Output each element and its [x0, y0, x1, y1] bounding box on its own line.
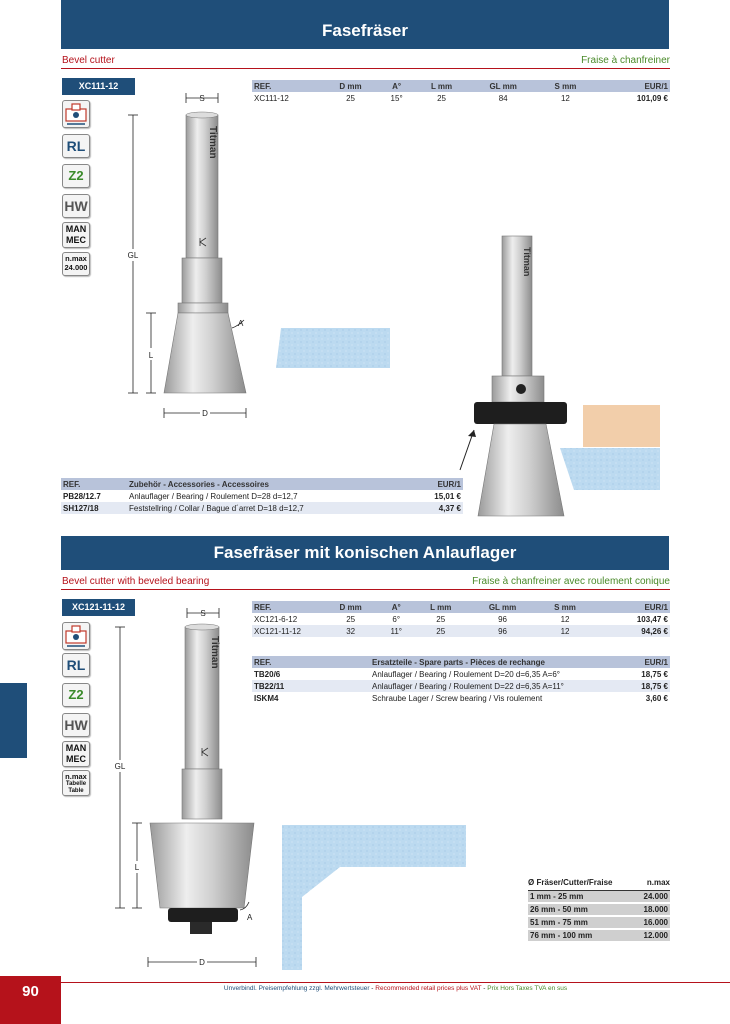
cell-description: Anlauflager / Bearing / Roulement D=22 d=6,35 A=11°: [370, 680, 629, 692]
side-tab-marker: [0, 683, 27, 758]
dim-gl-label: GL: [114, 762, 126, 771]
cell-ref: XC121-11-12: [252, 625, 322, 637]
section1-subtitle-fr: Fraise à chanfreiner: [581, 55, 670, 66]
table-row: [61, 490, 463, 502]
cell-nmax: 12.000: [634, 929, 670, 942]
section2-product-tag: XC121-11-12: [62, 599, 135, 616]
spec-header-row: [252, 80, 670, 92]
section1-accessories-table: [61, 478, 463, 514]
table-row: [61, 502, 463, 514]
section1-divider: [61, 68, 670, 69]
cell-ref: XC111-12: [254, 93, 289, 103]
nmax-label: n.max: [65, 772, 87, 781]
parts-header-row: [252, 656, 670, 668]
cell-gl: 84: [498, 93, 508, 103]
dim-d-label: D: [199, 958, 205, 967]
rotation-direction-icon: [62, 622, 90, 650]
hw-icon: HW: [62, 194, 90, 218]
cell-d: 25: [346, 614, 356, 624]
section2-icons: [62, 622, 92, 796]
cell-description: Anlauflager / Bearing / Roulement D=28 d=12,7: [129, 491, 298, 501]
cell-description: Schraube Lager / Screw bearing / Vis roulement: [372, 693, 543, 703]
cell-price: 103,47 €: [636, 614, 668, 624]
man-mec-icon: [62, 222, 90, 248]
cell-diameter: 76 mm - 100 mm: [528, 929, 634, 942]
cell-price: 3,60 €: [645, 693, 668, 703]
mec-label: MEC: [66, 235, 86, 245]
section2-banner: [61, 536, 669, 570]
cell-description: Anlauflager / Bearing / Roulement D=20 d=6,35 A=6°: [372, 669, 560, 679]
col-eur: EUR/1: [593, 601, 670, 613]
man-label: MAN: [65, 224, 87, 234]
section1-subtitle-en: Bevel cutter: [62, 55, 115, 66]
dim-l-label: L: [134, 863, 140, 872]
col-description: Ersatzteile - Spare parts - Pièces de rechange: [370, 656, 629, 668]
col-gl: GL mm: [468, 601, 537, 613]
table-row: [528, 916, 670, 929]
col-l: L mm: [414, 80, 469, 92]
cell-diameter: 51 mm - 75 mm: [528, 916, 634, 929]
man-label: MAN: [65, 743, 87, 753]
section2-title: Fasefräser mit konischen Anlauflager: [213, 543, 517, 562]
cell-s: 12: [560, 93, 570, 103]
table-row: [528, 903, 670, 916]
col-gl: GL mm: [469, 80, 537, 92]
section2-divider: [61, 589, 670, 590]
section2-cutter-drawing: [108, 604, 268, 974]
cell-ref: SH127/18: [61, 502, 127, 514]
cell-price: 94,26 €: [593, 625, 670, 637]
accessories-header-row: [61, 478, 463, 490]
cell-a: 6°: [392, 614, 401, 624]
cell-l: 25: [437, 93, 446, 103]
cell-a: 11°: [379, 625, 413, 637]
nmax-sub1: Tabelle: [65, 781, 87, 787]
brand-logo: Titman: [207, 126, 218, 159]
cell-s: 12: [537, 625, 593, 637]
footer-divider: [61, 982, 730, 983]
page-number-box: [0, 976, 61, 1024]
nmax-header-row: [528, 876, 670, 890]
footer-note-en: Recommended retail prices plus VAT: [375, 985, 482, 992]
col-ref: REF.: [252, 80, 322, 92]
col-ref: REF.: [252, 656, 370, 668]
cell-s: 12: [560, 614, 570, 624]
rotation-direction-icon: [62, 100, 90, 128]
col-eur: EUR/1: [414, 478, 463, 490]
cell-l: 25: [436, 614, 446, 624]
cell-price: 4,37 €: [414, 502, 463, 514]
col-d: D mm: [322, 601, 379, 613]
section2-subtitle-fr: Fraise à chanfreiner avec roulement conique: [472, 576, 670, 587]
table-row: [252, 680, 670, 692]
hw-icon: HW: [62, 713, 90, 737]
rl-icon: RL: [62, 134, 90, 158]
cell-ref: TB20/6: [254, 669, 281, 679]
section2-spec-table: [252, 601, 670, 637]
section1-banner: [61, 0, 669, 49]
col-d: D mm: [322, 80, 379, 92]
man-mec-icon: [62, 741, 90, 767]
footer-sep: -: [481, 985, 488, 992]
dim-l-label: L: [148, 351, 154, 360]
section1-application-diagram: [450, 230, 665, 520]
table-row: [528, 929, 670, 942]
section1-product-tag: XC111-12: [62, 78, 135, 95]
col-diameter: Ø Fräser/Cutter/Fraise: [528, 876, 634, 890]
col-description: Zubehör - Accessories - Accessoires: [127, 478, 414, 490]
brand-logo: Titman: [522, 247, 532, 277]
nmax-label: n.max: [65, 254, 87, 263]
col-ref: REF.: [61, 478, 127, 490]
cell-l: 25: [413, 625, 468, 637]
z2-icon: Z2: [62, 164, 90, 188]
cell-ref: TB22/11: [252, 680, 370, 692]
section1-cutter-drawing: [120, 88, 260, 418]
cell-diameter: 1 mm - 25 mm: [528, 890, 634, 903]
cell-gl: 96: [468, 625, 537, 637]
mec-label: MEC: [66, 754, 86, 764]
page-number: 90: [22, 983, 39, 1000]
section1-title: Fasefräser: [321, 21, 408, 40]
footer-sep: -: [369, 985, 376, 992]
cell-nmax: 18.000: [634, 903, 670, 916]
cell-d: 32: [322, 625, 379, 637]
cell-ref: PB28/12.7: [63, 491, 101, 501]
cell-gl: 96: [498, 614, 507, 624]
dim-d-label: D: [202, 409, 208, 418]
nmax-table: [528, 876, 670, 943]
col-s: S mm: [537, 601, 593, 613]
dim-a-label: A: [238, 319, 244, 328]
section2-subtitle-en: Bevel cutter with beveled bearing: [62, 576, 210, 587]
cell-a: 15°: [390, 93, 403, 103]
section2-workpiece-diagram: [282, 825, 468, 970]
col-nmax: n.max: [634, 876, 670, 890]
col-eur: EUR/1: [629, 656, 670, 668]
col-l: L mm: [413, 601, 468, 613]
cell-d: 25: [346, 93, 355, 103]
dim-gl-label: GL: [127, 251, 139, 260]
cell-description: Feststellring / Collar / Bague d´arret D=18 d=12,7: [127, 502, 414, 514]
table-row: [252, 613, 670, 625]
dim-s-label: S: [200, 609, 206, 618]
cell-nmax: 24.000: [634, 890, 670, 903]
footer-note: [61, 985, 730, 992]
rl-icon: RL: [62, 653, 90, 677]
col-eur: EUR/1: [593, 80, 670, 92]
cell-price: 101,09 €: [636, 93, 668, 103]
z2-icon: Z2: [62, 683, 90, 707]
spec-header-row: [252, 601, 670, 613]
col-a: A°: [379, 80, 414, 92]
dim-a-label: A: [247, 913, 253, 922]
dim-s-label: S: [199, 94, 205, 103]
section1-spec-table: [252, 80, 670, 104]
table-row: [252, 92, 670, 104]
table-row: [528, 890, 670, 903]
cell-ref: XC121-6-12: [254, 614, 298, 624]
footer-note-fr: Prix Hors Taxes TVA en sus: [487, 985, 568, 992]
nmax-sub2: Table: [68, 788, 84, 794]
machine-spindle-icon: [63, 101, 89, 127]
section1-icons: [62, 100, 92, 276]
col-ref: REF.: [252, 601, 322, 613]
cell-diameter: 26 mm - 50 mm: [528, 903, 634, 916]
cell-price: 18,75 €: [629, 680, 670, 692]
cell-price: 15,01 €: [434, 491, 461, 501]
nmax-icon: [62, 770, 90, 796]
table-row: [252, 625, 670, 637]
col-s: S mm: [537, 80, 593, 92]
table-row: [252, 668, 670, 680]
machine-spindle-icon: [63, 623, 89, 649]
table-row: [252, 692, 670, 704]
cell-ref: ISKM4: [254, 693, 279, 703]
nmax-icon: [62, 252, 90, 276]
nmax-value: 24.000: [64, 263, 88, 272]
section2-spare-parts-table: [252, 656, 670, 704]
cell-nmax: 16.000: [634, 916, 670, 929]
cell-price: 18,75 €: [641, 669, 668, 679]
brand-logo: Titman: [209, 636, 220, 669]
footer-note-de: Unverbindl. Preisempfehlung zzgl. Mehrwertsteuer: [223, 985, 370, 992]
col-a: A°: [379, 601, 413, 613]
section1-workpiece-diagram: [276, 328, 392, 370]
